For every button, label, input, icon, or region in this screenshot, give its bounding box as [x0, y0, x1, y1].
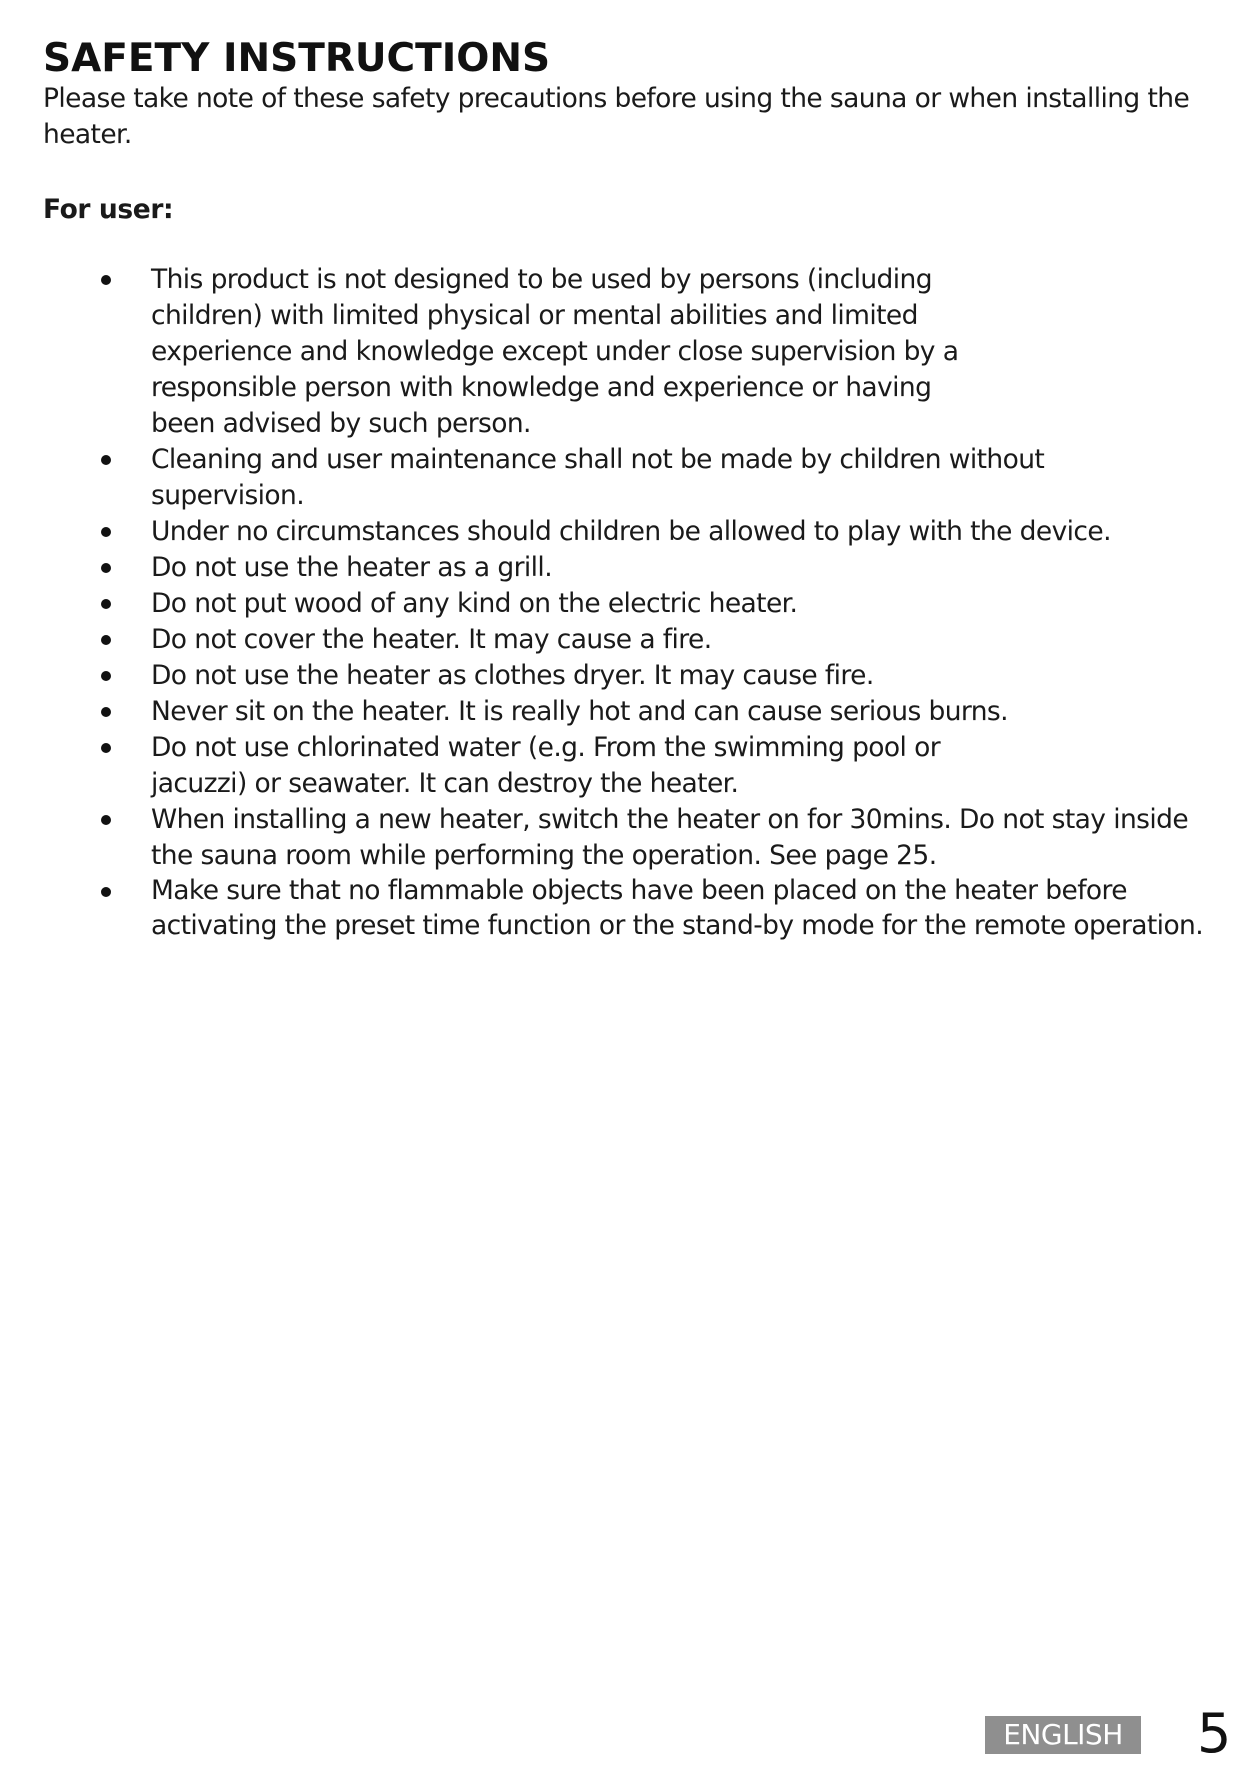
- safety-bullet-list: [0, 262, 1259, 943]
- bullet-icon: [101, 635, 111, 645]
- intro-paragraph: Please take note of these safety precautions before using the sauna or when installing the heater.: [43, 83, 1190, 150]
- list-item: [0, 622, 1259, 658]
- bullet-icon: [101, 455, 111, 465]
- list-item: [0, 802, 1259, 874]
- list-item-text: Make sure that no flammable objects have been placed on the heater before activating the preset time function or the stand-by mode for the remote operation.: [151, 875, 1204, 941]
- bullet-icon: [101, 707, 111, 717]
- list-item-text: Do not use chlorinated water (e.g. From the swimming pool or jacuzzi) or seawater. It can destroy the heater.: [151, 732, 941, 799]
- bullet-icon: [101, 887, 111, 897]
- list-item: [0, 442, 1259, 514]
- bullet-icon: [101, 815, 111, 825]
- list-item-text: When installing a new heater, switch the heater on for 30mins. Do not stay inside the sauna room while performing the operation. See page 25.: [151, 804, 1189, 871]
- page-title: SAFETY INSTRUCTIONS: [43, 36, 551, 81]
- list-item-text: Under no circumstances should children be allowed to play with the device.: [151, 516, 1111, 547]
- bullet-icon: [101, 275, 111, 285]
- list-item-text: Do not use the heater as a grill.: [151, 552, 553, 583]
- list-item: [0, 658, 1259, 694]
- bullet-icon: [101, 599, 111, 609]
- page-number: 5: [1197, 1702, 1232, 1765]
- list-item: [0, 730, 1259, 802]
- list-item-text: Cleaning and user maintenance shall not be made by children without supervision.: [151, 444, 1045, 511]
- list-item: [0, 694, 1259, 730]
- bullet-icon: [101, 743, 111, 753]
- bullet-icon: [101, 671, 111, 681]
- bullet-icon: [101, 527, 111, 537]
- bullet-icon: [101, 563, 111, 573]
- language-badge: ENGLISH: [985, 1716, 1141, 1754]
- list-item: [0, 874, 1259, 943]
- list-item-text: Do not cover the heater. It may cause a fire.: [151, 624, 712, 655]
- list-item-text: Do not put wood of any kind on the electric heater.: [151, 588, 798, 619]
- list-item-text: Never sit on the heater. It is really hot and can cause serious burns.: [151, 696, 1008, 727]
- list-item: [0, 550, 1259, 586]
- list-item: [0, 514, 1259, 550]
- list-item: [0, 586, 1259, 622]
- list-item: [0, 262, 1259, 442]
- list-item-text: Do not use the heater as clothes dryer. It may cause fire.: [151, 660, 874, 691]
- list-item-text: This product is not designed to be used by persons (including children) with limited physical or mental abilities and limited experience and knowledge except under close supervision by a responsible person with knowledge and experience or having been advised by such person.: [151, 264, 959, 439]
- section-heading-for-user: For user:: [43, 194, 174, 225]
